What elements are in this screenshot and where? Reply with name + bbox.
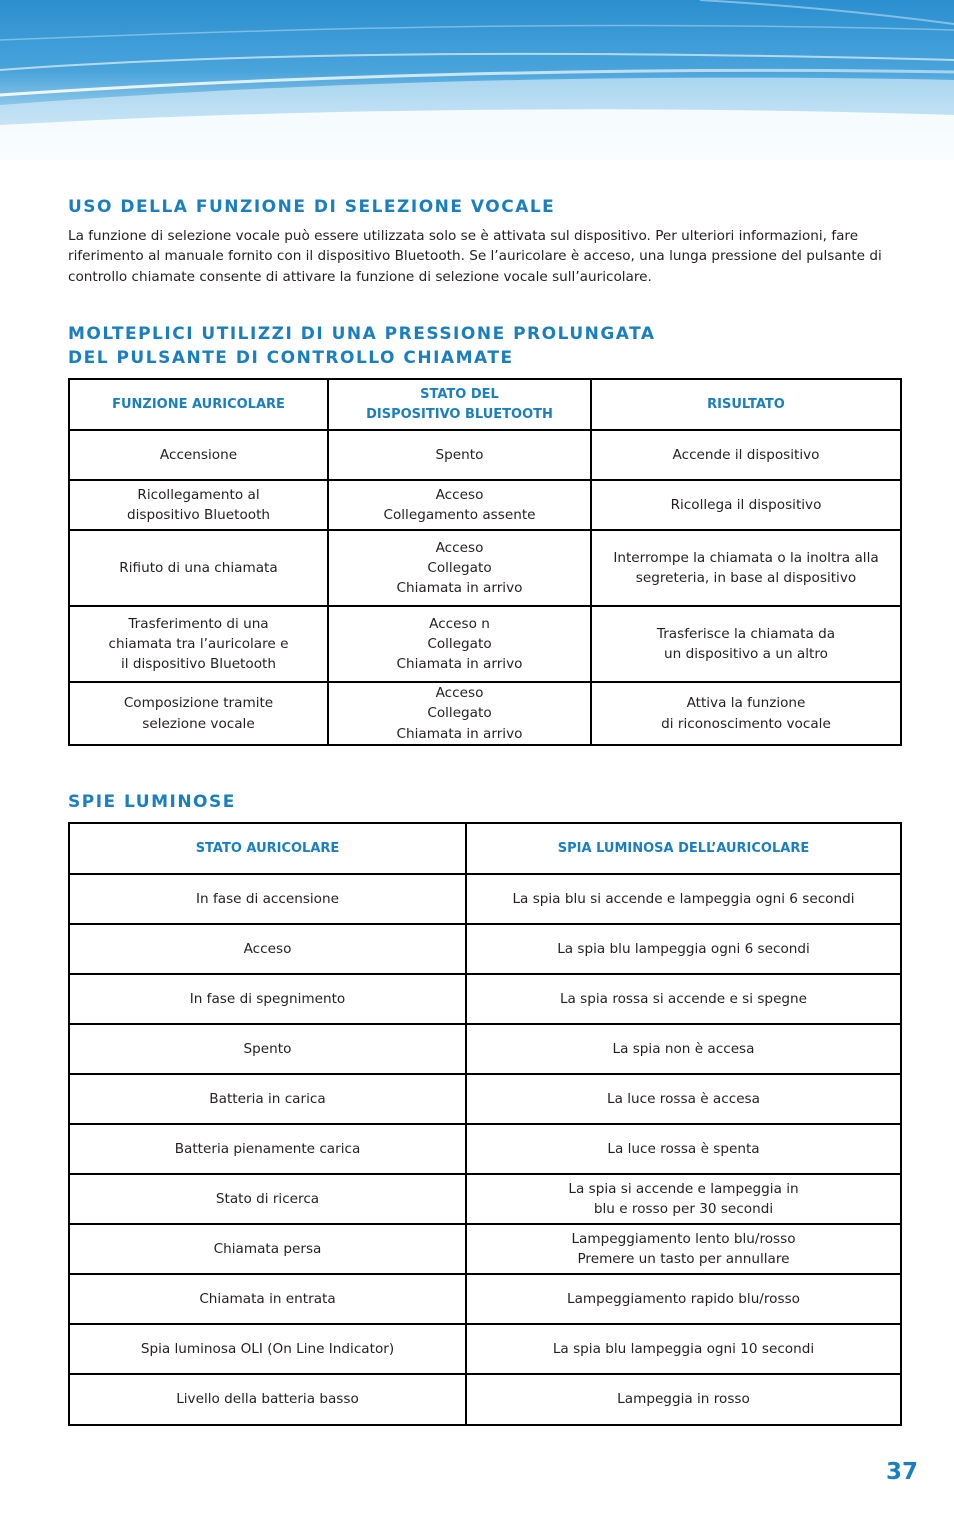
cell-line: Premere un tasto per annullare	[577, 1251, 790, 1267]
table-cell	[328, 480, 591, 530]
table-cell	[466, 924, 901, 974]
table-cell	[466, 1224, 901, 1274]
table-cell	[466, 974, 901, 1024]
table-cell	[69, 530, 328, 606]
table-cell	[69, 1224, 466, 1274]
cell-line: Livello della batteria basso	[176, 1391, 359, 1408]
lights-table	[68, 822, 902, 1426]
cell-line: Chiamata in arrivo	[396, 725, 523, 742]
table-row	[69, 1074, 901, 1124]
cell-line: Chiamata in arrivo	[396, 656, 523, 673]
cell-line: Batteria pienamente carica	[174, 1140, 361, 1157]
table-cell	[328, 682, 591, 745]
table-row	[69, 1124, 901, 1174]
cell-line: La spia si accende e lampeggia in	[568, 1180, 799, 1197]
cell-line: Batteria in carica	[209, 1090, 326, 1107]
cell-line: Spia luminosa OLI (On Line Indicator)	[140, 1340, 395, 1357]
cell-line: di riconoscimento vocale	[661, 715, 831, 732]
cell-line: Acceso	[243, 940, 292, 957]
voice-dial-title: USO DELLA FUNZIONE DI SELEZIONE VOCALE	[68, 197, 556, 217]
cell-line: La luce rossa è spenta	[607, 1140, 760, 1157]
cell-line: Collegato	[427, 705, 492, 722]
cell-line: Acceso	[435, 539, 484, 556]
cell-line: Chiamata in arrivo	[396, 580, 523, 597]
cell-line: Acceso n	[429, 615, 490, 632]
table-cell	[69, 874, 466, 924]
table-row	[69, 924, 901, 974]
header-line: STATO DEL	[420, 386, 499, 402]
header-stato-auricolare: STATO AURICOLARE	[69, 823, 466, 874]
table-cell	[69, 974, 466, 1024]
cell-line: Acceso	[435, 486, 484, 503]
table-row	[69, 1024, 901, 1074]
table-cell	[69, 924, 466, 974]
table-cell	[69, 606, 328, 682]
table-cell	[328, 606, 591, 682]
header-line: DISPOSITIVO BLUETOOTH	[366, 406, 553, 422]
cell-line: Chiamata in entrata	[199, 1290, 336, 1307]
table-cell	[591, 480, 901, 530]
cell-line: Rifiuto di una chiamata	[119, 559, 278, 576]
cell-line: Ricollegamento al	[137, 486, 260, 503]
table-row	[69, 480, 901, 530]
table-cell	[69, 1024, 466, 1074]
table-cell	[466, 1174, 901, 1224]
cell-line: Lampeggiamento rapido blu/rosso	[567, 1290, 800, 1307]
table-row	[69, 1224, 901, 1274]
table-cell	[466, 1024, 901, 1074]
cell-line: Collegamento assente	[383, 507, 536, 523]
table-cell	[466, 1074, 901, 1124]
table-row	[69, 1174, 901, 1224]
header-spia-luminosa: SPIA LUMINOSA DELL’AURICOLARE	[466, 823, 901, 874]
table-row	[69, 682, 901, 745]
cell-line: Lampeggiamento lento blu/rosso	[571, 1230, 796, 1247]
table-cell	[69, 1174, 466, 1224]
cell-line: Attiva la funzione	[686, 695, 806, 712]
cell-line: La spia rossa si accende e si spegne	[559, 990, 808, 1007]
cell-line: un dispositivo a un altro	[664, 646, 828, 662]
cell-line: segreteria, in base al dispositivo	[635, 570, 857, 586]
cell-line: In fase di accensione	[196, 890, 339, 907]
cell-line: selezione vocale	[142, 715, 255, 732]
table-cell	[466, 1324, 901, 1374]
cell-line: Trasferisce la chiamata da	[656, 625, 836, 642]
cell-line: Trasferimento di una	[128, 615, 269, 632]
table-row	[69, 606, 901, 682]
table-row	[69, 974, 901, 1024]
table-cell	[466, 1374, 901, 1425]
voice-dial-paragraph: La funzione di selezione vocale può essere utilizzata solo se è attivata sul dispositivo. Per ulteriori informazioni, fare riferimento al manuale fornito con il dispositivo Bluetooth. Se l’auricolare è acceso, una lunga pressione del pulsante di controllo chiamate consente di attivare la funzione di selezione vocale sull’auricolare.	[68, 228, 882, 285]
cell-line: il dispositivo Bluetooth	[121, 656, 276, 673]
long-press-table	[68, 378, 902, 746]
table-cell	[466, 1274, 901, 1324]
cell-line: Accende il dispositivo	[672, 446, 820, 463]
table-row	[69, 1274, 901, 1324]
cell-line: Spento	[435, 446, 484, 463]
cell-line: La luce rossa è accesa	[607, 1090, 760, 1107]
table-cell	[69, 480, 328, 530]
table-cell	[328, 530, 591, 606]
table-row	[69, 430, 901, 480]
cell-line: Acceso	[435, 685, 484, 702]
cell-line: Spento	[243, 1040, 292, 1057]
cell-line: Chiamata persa	[213, 1240, 322, 1257]
table-header-row	[69, 823, 901, 874]
cell-line: La spia blu si accende e lampeggia ogni 6 secondi	[512, 890, 855, 907]
cell-line: La spia non è accesa	[612, 1040, 755, 1057]
cell-line: In fase di spegnimento	[189, 990, 346, 1007]
table-cell	[69, 682, 328, 745]
table-cell	[466, 1124, 901, 1174]
cell-line: Composizione tramite	[123, 695, 274, 712]
long-press-title-line: DEL PULSANTE DI CONTROLLO CHIAMATE	[68, 348, 514, 368]
cell-line: La spia blu lampeggia ogni 6 secondi	[557, 940, 810, 957]
header-funzione: FUNZIONE AURICOLARE	[69, 379, 328, 430]
long-press-title-line: MOLTEPLICI UTILIZZI DI UNA PRESSIONE PROLUNGATA	[68, 324, 656, 344]
cell-line: dispositivo Bluetooth	[126, 507, 271, 523]
table-cell	[69, 1374, 466, 1425]
header-wave-banner	[0, 0, 954, 160]
table-cell	[69, 1124, 466, 1174]
table-cell	[591, 430, 901, 480]
header-risultato: RISULTATO	[591, 379, 901, 430]
table-cell	[69, 1324, 466, 1374]
table-cell	[69, 1074, 466, 1124]
cell-line: Lampeggia in rosso	[617, 1391, 750, 1408]
cell-line: La spia blu lampeggia ogni 10 secondi	[552, 1340, 815, 1357]
long-press-title	[68, 322, 656, 370]
table-cell	[328, 430, 591, 480]
lights-title: SPIE LUMINOSE	[68, 792, 236, 812]
cell-line: chiamata tra l’auricolare e	[108, 635, 289, 652]
table-row	[69, 874, 901, 924]
cell-line: blu e rosso per 30 secondi	[593, 1201, 774, 1217]
page-number: 37	[885, 1459, 918, 1485]
cell-line: Accensione	[159, 446, 238, 463]
table-cell	[591, 606, 901, 682]
table-cell	[69, 430, 328, 480]
cell-line: Collegato	[427, 635, 492, 652]
table-cell	[591, 530, 901, 606]
table-cell	[466, 874, 901, 924]
cell-line: Interrompe la chiamata o la inoltra alla	[613, 549, 879, 566]
table-row	[69, 530, 901, 606]
table-row	[69, 1374, 901, 1425]
table-cell	[69, 1274, 466, 1324]
cell-line: Collegato	[427, 559, 492, 576]
cell-line: Stato di ricerca	[215, 1190, 320, 1207]
cell-line: Ricollega il dispositivo	[670, 496, 822, 513]
table-header-row	[69, 379, 901, 430]
table-row	[69, 1324, 901, 1374]
table-cell	[591, 682, 901, 745]
header-stato-dispositivo	[328, 379, 591, 430]
